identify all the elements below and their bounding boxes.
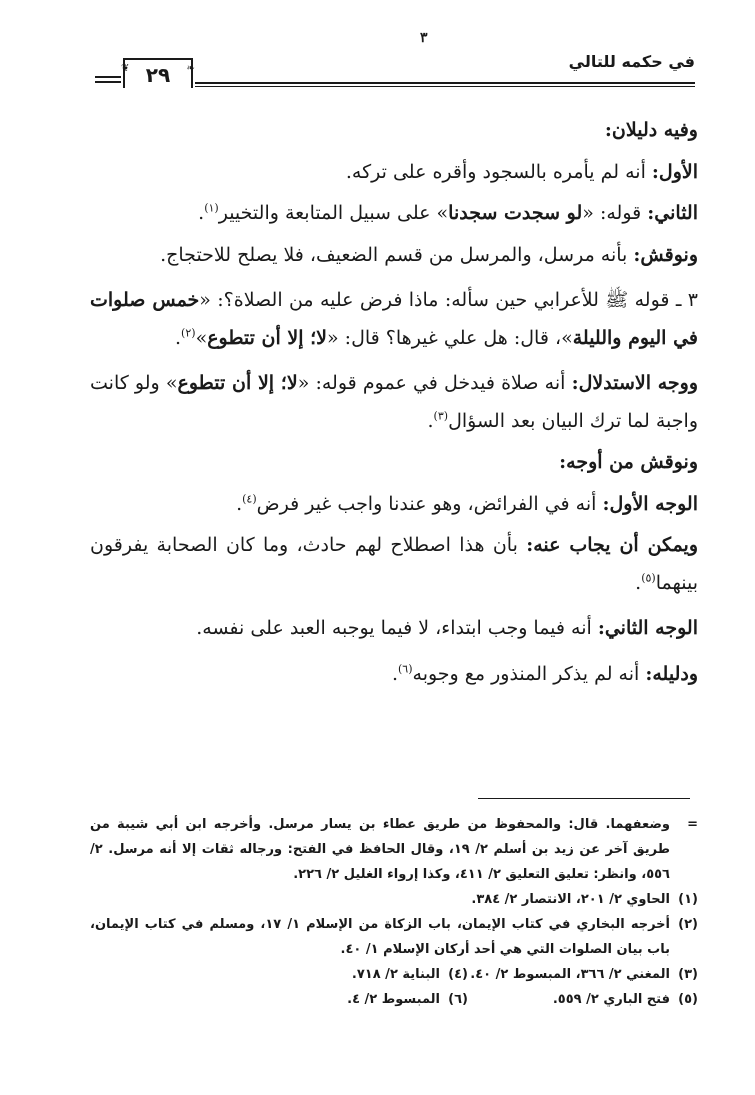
- hadith-quote: لو سجدت سجدنا: [448, 202, 583, 224]
- paragraph-label: الأول:: [651, 160, 698, 183]
- footnote-text: المغني ٢/ ٣٦٦، المبسوط ٢/ ٤٠.: [470, 967, 670, 982]
- header-dash-2: [95, 81, 121, 83]
- paragraph-text: أنه صلاة فيدخل في عموم قوله: «: [297, 372, 572, 394]
- footnotes: [90, 812, 698, 1012]
- footnote-rule: [478, 798, 690, 799]
- footnote-ref: (٤): [242, 492, 257, 506]
- footnote-marker: =: [687, 817, 698, 832]
- ornament-left-icon: ❦: [121, 63, 130, 74]
- paragraph-text: بأن هذا اصطلاح لهم حادث، وما كان الصحابة يفرقون بينهما: [90, 534, 698, 594]
- footnote-pair: [90, 987, 698, 1012]
- main-text: [90, 112, 698, 697]
- paragraph-text: أنه لم يأمره بالسجود وأقره على تركه.: [345, 160, 652, 183]
- paragraph-text: قوله: «: [582, 202, 648, 224]
- paragraph: [90, 365, 698, 440]
- footnote-pair: [90, 962, 698, 987]
- footnote-ref: (١): [204, 201, 219, 215]
- footnote-number: (٢): [678, 917, 698, 932]
- paragraph-text: ٣ ـ قوله ﷺ للأعرابي حين سأله: ماذا فرض عليه من الصلاة؟: «: [199, 289, 698, 311]
- paragraph-text: » على سبيل المتابعة والتخيير: [218, 202, 449, 224]
- paragraph-label: ودليله:: [645, 662, 698, 685]
- paragraph-text: » ولو كانت واجبة لما ترك البيان بعد السؤال: [90, 372, 698, 432]
- paragraph-text: بأنه مرسل، والمرسل من قسم الضعيف، فلا يصلح للاحتجاج.: [160, 243, 634, 266]
- punctuation: .: [391, 662, 398, 685]
- footnote: [238, 962, 468, 987]
- footnote-number: (٤): [448, 967, 468, 982]
- running-title: في حكمه للتالي: [568, 52, 695, 71]
- paragraph: [90, 195, 698, 233]
- footnote-number: (٣): [678, 967, 698, 982]
- ornament-right-icon: ❧: [186, 63, 195, 74]
- footnote-text: وضعفهما. قال: والمحفوظ من طريق عطاء بن يسار مرسل. وأخرجه ابن أبي شيبة من طريق آخر عن زيد بن أسلم ٢/ ١٩، وقال الحافظ في الفتح: ورجاله ثقات إلا أنه مرسل. ٢/ ٥٥٦، وانظر: تعليق التعليق ٢/ ٤١١، وكذا إرواء الغليل ٢/ ٢٢٦.: [90, 817, 670, 882]
- paragraph: [90, 527, 698, 602]
- hadith-quote: لا؛ إلا أن تتطوع: [207, 326, 328, 349]
- footnote-ref: (٦): [398, 662, 413, 676]
- top-mark: ٣: [420, 30, 428, 46]
- footnote-ref: (٢): [181, 326, 196, 340]
- footnote: [468, 987, 698, 1012]
- page-header: [95, 48, 695, 96]
- paragraph-label: ووجه الاستدلال:: [571, 372, 699, 394]
- paragraph: [90, 282, 698, 357]
- hadith-quote: خمس صلوات في اليوم والليلة: [90, 289, 698, 349]
- paragraph-text: »: [195, 326, 208, 349]
- paragraph: [90, 610, 698, 648]
- paragraph-label: ونوقش:: [633, 243, 698, 266]
- footnote: [238, 987, 468, 1012]
- footnote-number: (٦): [448, 992, 468, 1007]
- footnote-number: (٥): [678, 992, 698, 1007]
- header-rule-thin: [195, 86, 695, 87]
- paragraph: [90, 237, 698, 275]
- paragraph-text: أنه في الفرائض، وهو عندنا واجب غير فرض: [256, 492, 603, 515]
- header-rule: [195, 82, 695, 84]
- hadith-quote: لا؛ إلا أن تتطوع: [177, 372, 298, 394]
- punctuation: .: [635, 571, 642, 594]
- paragraph-text: أنه فيما وجب ابتداء، لا فيما يوجبه العبد على نفسه.: [196, 617, 598, 639]
- paragraph-text: أنه لم يذكر المنذور مع وجوبه: [412, 662, 646, 685]
- footnote: [90, 887, 698, 912]
- footnote-ref: (٣): [433, 409, 449, 423]
- footnote-text: الحاوي ٢/ ٢٠١، الانتصار ٢/ ٣٨٤.: [471, 892, 670, 907]
- footnote-text: أخرجه البخاري في كتاب الإيمان، باب الزكاة من الإسلام ١/ ١٧، ومسلم في كتاب الإيمان، باب بيان الصلوات التي هي أحد أركان الإسلام ١/ ٤٠.: [90, 917, 671, 957]
- footnote: [468, 962, 698, 987]
- paragraph-heading: ونوقش من أوجه:: [559, 451, 698, 473]
- page-number: ٢٩: [145, 63, 171, 87]
- paragraph-label: الوجه الأول:: [602, 492, 698, 515]
- paragraph-label: ويمكن أن يجاب عنه:: [526, 534, 698, 556]
- paragraph-text: »، قال: هل علي غيرها؟ قال: «: [327, 326, 573, 349]
- paragraph: [90, 656, 698, 694]
- paragraph: [90, 486, 698, 524]
- punctuation: .: [236, 492, 243, 515]
- punctuation: .: [198, 202, 205, 224]
- paragraph-heading: وفيه دليلان:: [604, 119, 698, 141]
- footnote-text: البناية ٢/ ٧١٨.: [351, 967, 440, 982]
- paragraph: [90, 154, 698, 192]
- header-dash: [95, 76, 121, 78]
- paragraph-label: الوجه الثاني:: [597, 617, 698, 639]
- punctuation: .: [427, 409, 434, 432]
- page-number-box: [123, 58, 193, 88]
- footnote-number: (١): [678, 892, 698, 907]
- footnote-text: المبسوط ٢/ ٤.: [347, 992, 440, 1007]
- footnote-text: فتح الباري ٢/ ٥٥٩.: [552, 992, 670, 1007]
- footnote-continuation: [90, 812, 698, 887]
- punctuation: .: [175, 326, 182, 349]
- footnote: [90, 912, 698, 962]
- paragraph-label: الثاني:: [647, 202, 698, 224]
- footnote-ref: (٥): [641, 571, 656, 585]
